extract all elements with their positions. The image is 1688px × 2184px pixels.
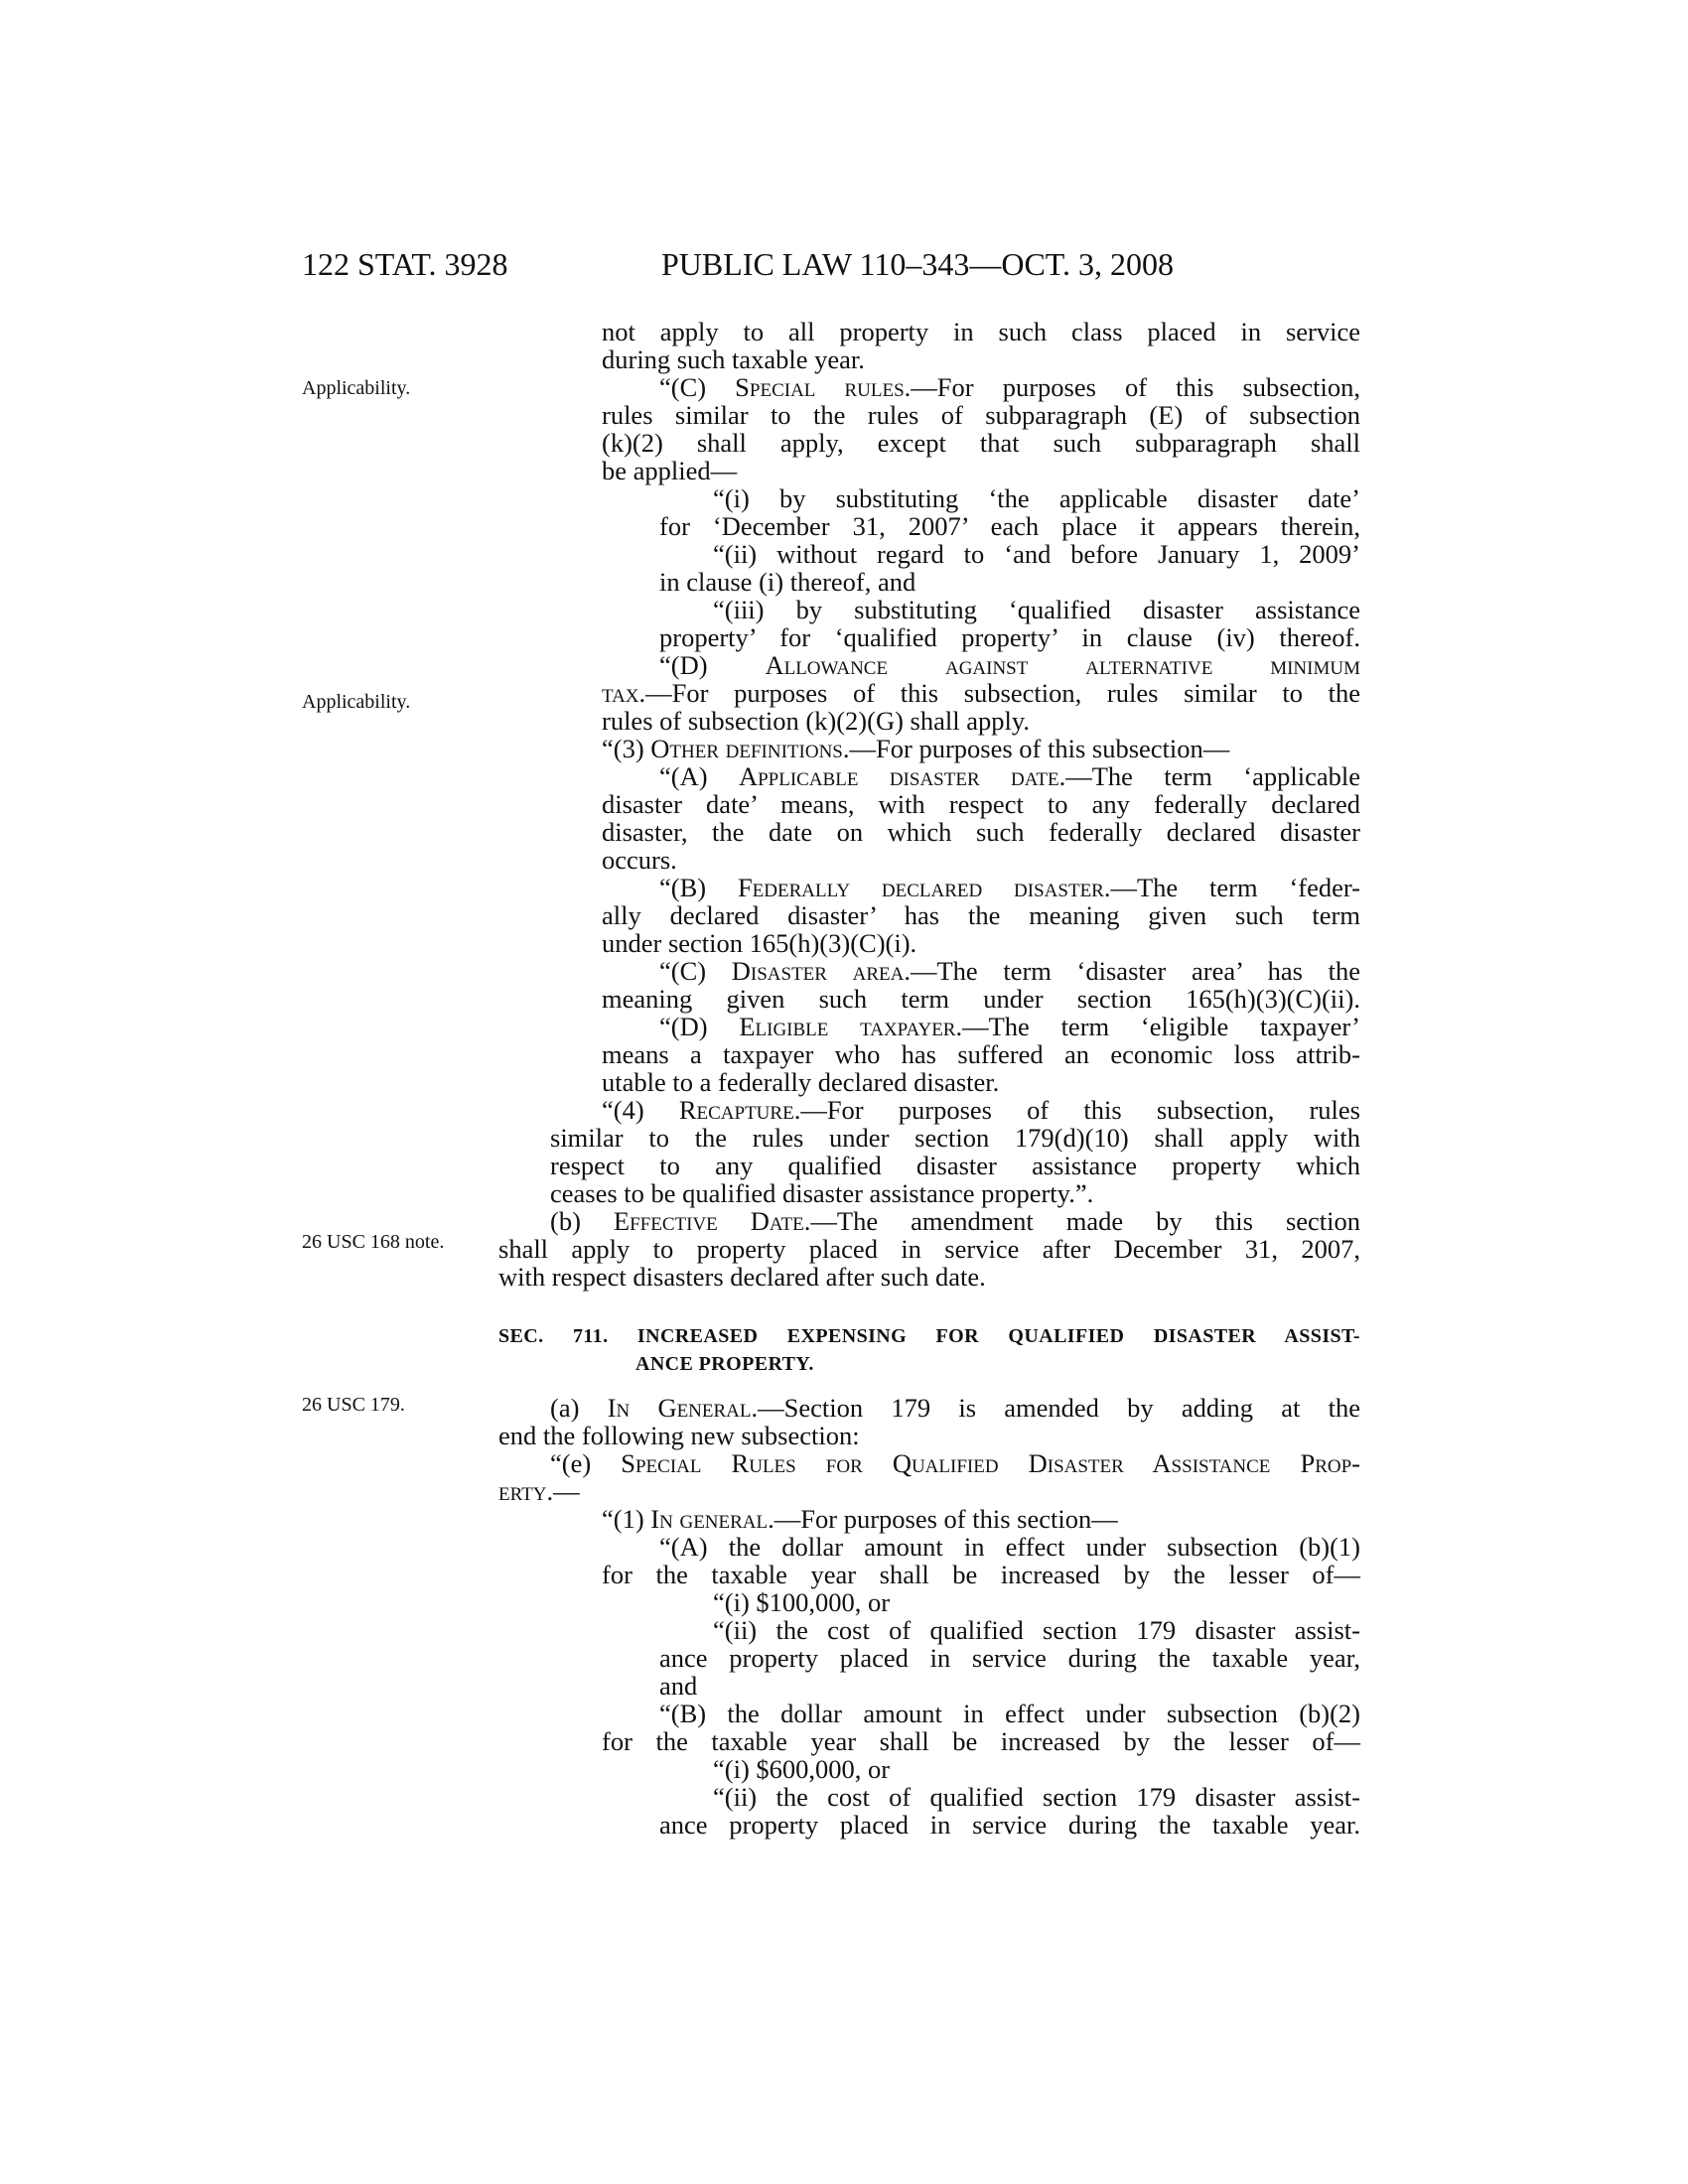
section-heading: SEC. 711. INCREASED EXPENSING FOR QUALIFIED DISASTER ASSIST-: [498, 1325, 1360, 1347]
text-line: ceases to be qualified disaster assistance property.”.: [550, 1178, 1094, 1208]
text-line: end the following new subsection:: [498, 1421, 860, 1450]
text-line: “(B) the dollar amount in effect under subsection (b)(2): [659, 1699, 1360, 1728]
text-line: rules of subsection (k)(2)(G) shall apply.: [602, 706, 1031, 736]
text-line: with respect disasters declared after such date.: [498, 1262, 986, 1292]
text-line: “(i) $600,000, or: [713, 1754, 891, 1784]
text-line: “(D) Eligible taxpayer.—The term ‘eligible taxpayer’: [659, 1012, 1360, 1041]
text-line: “(B) Federally declared disaster.—The term ‘feder-: [659, 873, 1360, 902]
text-line: shall apply to property placed in service after December 31, 2007,: [498, 1234, 1360, 1264]
margin-note: Applicability.: [302, 377, 411, 399]
text-line: “(D) Allowance against alternative minimum: [659, 650, 1360, 680]
text-line: “(e) Special Rules for Qualified Disaster Assistance Prop-: [550, 1448, 1360, 1478]
text-line: for the taxable year shall be increased by the lesser of—: [602, 1726, 1360, 1756]
text-line: for ‘December 31, 2007’ each place it appears therein,: [659, 511, 1360, 541]
text-line: occurs.: [602, 845, 677, 875]
text-line: (k)(2) shall apply, except that such subparagraph shall: [602, 428, 1360, 458]
text-line: means a taxpayer who has suffered an economic loss attrib-: [602, 1039, 1360, 1069]
text-line: be applied—: [602, 456, 738, 485]
text-line: “(ii) the cost of qualified section 179 disaster assist-: [713, 1782, 1360, 1812]
text-line: for the taxable year shall be increased by the lesser of—: [602, 1560, 1360, 1589]
text-line: ance property placed in service during the taxable year.: [659, 1810, 1360, 1840]
text-line: during such taxable year.: [602, 344, 865, 374]
text-line: tax.—For purposes of this subsection, rules similar to the: [602, 678, 1360, 708]
text-line: under section 165(h)(3)(C)(i).: [602, 928, 917, 958]
text-line: meaning given such term under section 165(h)(3)(C)(ii).: [602, 984, 1360, 1014]
page-citation: 122 STAT. 3928: [302, 246, 508, 282]
text-line: “(A) the dollar amount in effect under subsection (b)(1): [659, 1532, 1360, 1562]
text-line: disaster, the date on which such federally declared disaster: [602, 817, 1360, 847]
text-line: (b) Effective Date.—The amendment made by this section: [550, 1206, 1361, 1236]
text-line: utable to a federally declared disaster.: [602, 1067, 1000, 1097]
margin-note: 26 USC 168 note.: [302, 1231, 445, 1253]
text-line: and: [659, 1671, 698, 1701]
text-line: “(ii) without regard to ‘and before January 1, 2009’: [713, 539, 1360, 569]
text-line: (a) In General.—Section 179 is amended by adding at the: [550, 1393, 1360, 1423]
text-line: ally declared disaster’ has the meaning given such term: [602, 900, 1360, 930]
text-line: property’ for ‘qualified property’ in clause (iv) thereof.: [659, 622, 1360, 652]
running-head: PUBLIC LAW 110–343—OCT. 3, 2008: [661, 246, 1174, 282]
text-line: “(i) by substituting ‘the applicable disaster date’: [713, 483, 1360, 513]
text-line: similar to the rules under section 179(d)(10) shall apply with: [550, 1123, 1360, 1153]
margin-note: Applicability.: [302, 691, 411, 713]
text-line: ance property placed in service during the taxable year,: [659, 1643, 1360, 1673]
text-line: “(C) Disaster area.—The term ‘disaster area’ has the: [659, 956, 1360, 986]
text-line: erty.—: [498, 1476, 580, 1506]
text-line: respect to any qualified disaster assistance property which: [550, 1151, 1360, 1180]
text-line: rules similar to the rules of subparagraph (E) of subsection: [602, 400, 1360, 430]
text-line: not apply to all property in such class placed in service: [602, 317, 1360, 346]
text-line: “(C) Special rules.—For purposes of this subsection,: [659, 372, 1360, 402]
text-line: in clause (i) thereof, and: [659, 567, 916, 597]
text-line: “(1) In general.—For purposes of this section—: [602, 1504, 1118, 1534]
section-heading-cont: ANCE PROPERTY.: [635, 1353, 814, 1375]
margin-note: 26 USC 179.: [302, 1394, 405, 1416]
text-line: “(ii) the cost of qualified section 179 disaster assist-: [713, 1615, 1360, 1645]
text-line: “(4) Recapture.—For purposes of this subsection, rules: [602, 1095, 1360, 1125]
text-line: “(iii) by substituting ‘qualified disaster assistance: [713, 595, 1360, 624]
text-line: “(3) Other definitions.—For purposes of this subsection—: [602, 734, 1230, 763]
text-line: disaster date’ means, with respect to any federally declared: [602, 789, 1360, 819]
text-line: “(i) $100,000, or: [713, 1587, 891, 1617]
text-line: “(A) Applicable disaster date.—The term ‘applicable: [659, 761, 1360, 791]
